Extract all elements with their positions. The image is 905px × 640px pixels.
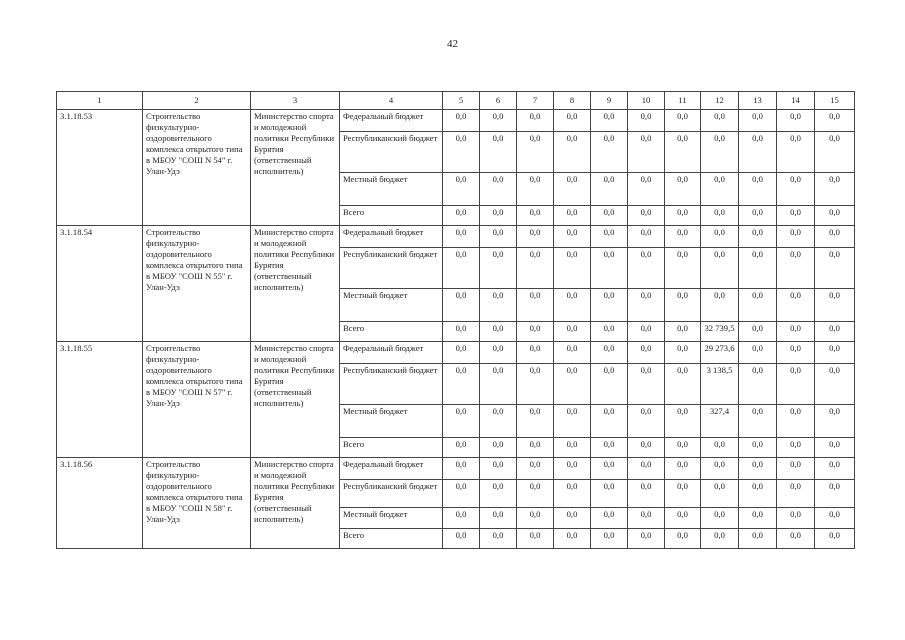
value-cell: 0,0 [739, 289, 777, 322]
value-cell: 0,0 [628, 289, 665, 322]
value-cell: 0,0 [517, 508, 554, 529]
value-cell: 0,0 [517, 458, 554, 480]
header-cell: 4 [340, 92, 443, 110]
item-executor: Министерство спорта и молодежной политики Республики Бурятия (ответственный исполнитель) [251, 110, 340, 226]
funding-source: Местный бюджет [340, 508, 443, 529]
value-cell: 0,0 [517, 364, 554, 405]
value-cell: 0,0 [480, 529, 517, 549]
value-cell: 0,0 [701, 458, 739, 480]
value-cell: 0,0 [739, 438, 777, 458]
value-cell: 0,0 [777, 248, 815, 289]
value-cell: 0,0 [517, 110, 554, 132]
value-cell: 0,0 [815, 248, 855, 289]
value-cell: 0,0 [480, 206, 517, 226]
value-cell: 0,0 [628, 529, 665, 549]
value-cell: 0,0 [739, 480, 777, 508]
value-cell: 0,0 [665, 289, 701, 322]
value-cell: 0,0 [739, 508, 777, 529]
value-cell: 32 739,5 [701, 322, 739, 342]
value-cell: 0,0 [443, 173, 480, 206]
value-cell: 0,0 [777, 226, 815, 248]
item-code: 3.1.18.54 [57, 226, 143, 342]
value-cell: 0,0 [591, 405, 628, 438]
value-cell: 0,0 [480, 342, 517, 364]
value-cell: 0,0 [815, 438, 855, 458]
federal-budget-row [57, 342, 855, 364]
value-cell: 0,0 [815, 289, 855, 322]
value-cell: 0,0 [815, 529, 855, 549]
value-cell: 0,0 [628, 438, 665, 458]
header-cell: 7 [517, 92, 554, 110]
value-cell: 0,0 [517, 289, 554, 322]
value-cell: 0,0 [554, 405, 591, 438]
value-cell: 0,0 [665, 226, 701, 248]
funding-source: Республиканский бюджет [340, 480, 443, 508]
value-cell: 0,0 [665, 173, 701, 206]
header-cell: 1 [57, 92, 143, 110]
value-cell: 0,0 [777, 480, 815, 508]
value-cell: 0,0 [480, 248, 517, 289]
table-body [57, 92, 855, 549]
header-cell: 8 [554, 92, 591, 110]
item-executor: Министерство спорта и молодежной политики Республики Бурятия (ответственный исполнитель) [251, 342, 340, 458]
value-cell: 0,0 [443, 364, 480, 405]
value-cell: 0,0 [554, 364, 591, 405]
value-cell: 0,0 [777, 206, 815, 226]
item-executor: Министерство спорта и молодежной политики Республики Бурятия (ответственный исполнитель) [251, 226, 340, 342]
value-cell: 0,0 [554, 480, 591, 508]
value-cell: 327,4 [701, 405, 739, 438]
value-cell: 0,0 [554, 110, 591, 132]
value-cell: 0,0 [777, 364, 815, 405]
value-cell: 0,0 [665, 438, 701, 458]
value-cell: 0,0 [480, 289, 517, 322]
value-cell: 0,0 [628, 405, 665, 438]
value-cell: 0,0 [443, 132, 480, 173]
value-cell: 0,0 [554, 508, 591, 529]
federal-budget-row [57, 226, 855, 248]
value-cell: 0,0 [701, 438, 739, 458]
value-cell: 0,0 [701, 529, 739, 549]
value-cell: 0,0 [628, 364, 665, 405]
value-cell: 0,0 [554, 342, 591, 364]
item-executor: Министерство спорта и молодежной политики Республики Бурятия (ответственный исполнитель) [251, 458, 340, 549]
value-cell: 0,0 [815, 342, 855, 364]
value-cell: 0,0 [777, 405, 815, 438]
value-cell: 0,0 [554, 289, 591, 322]
header-cell: 9 [591, 92, 628, 110]
value-cell: 0,0 [777, 342, 815, 364]
value-cell: 0,0 [777, 508, 815, 529]
value-cell: 0,0 [628, 508, 665, 529]
value-cell: 0,0 [701, 226, 739, 248]
value-cell: 0,0 [701, 132, 739, 173]
value-cell: 0,0 [628, 206, 665, 226]
value-cell: 0,0 [591, 342, 628, 364]
value-cell: 0,0 [777, 173, 815, 206]
value-cell: 0,0 [701, 173, 739, 206]
value-cell: 0,0 [591, 173, 628, 206]
value-cell: 0,0 [665, 206, 701, 226]
value-cell: 0,0 [443, 508, 480, 529]
value-cell: 0,0 [591, 110, 628, 132]
funding-source: Местный бюджет [340, 405, 443, 438]
value-cell: 0,0 [517, 132, 554, 173]
value-cell: 0,0 [517, 206, 554, 226]
value-cell: 0,0 [815, 132, 855, 173]
value-cell: 0,0 [554, 322, 591, 342]
value-cell: 0,0 [815, 458, 855, 480]
page-number: 42 [447, 38, 458, 50]
value-cell: 0,0 [739, 458, 777, 480]
value-cell: 0,0 [443, 405, 480, 438]
value-cell: 0,0 [591, 364, 628, 405]
value-cell: 0,0 [480, 480, 517, 508]
value-cell: 0,0 [480, 132, 517, 173]
funding-source: Федеральный бюджет [340, 110, 443, 132]
federal-budget-row [57, 458, 855, 480]
value-cell: 0,0 [701, 508, 739, 529]
value-cell: 0,0 [591, 529, 628, 549]
item-name: Строительство физкультурно-оздоровительного комплекса открытого типа в МБОУ "СОШ N 58" г. Улан-Удэ [143, 458, 251, 549]
item-code: 3.1.18.53 [57, 110, 143, 226]
value-cell: 0,0 [480, 405, 517, 438]
value-cell: 0,0 [701, 206, 739, 226]
funding-source: Республиканский бюджет [340, 132, 443, 173]
value-cell: 0,0 [815, 226, 855, 248]
value-cell: 0,0 [480, 438, 517, 458]
header-cell: 12 [701, 92, 739, 110]
value-cell: 0,0 [443, 289, 480, 322]
header-cell: 5 [443, 92, 480, 110]
value-cell: 3 138,5 [701, 364, 739, 405]
funding-source: Местный бюджет [340, 289, 443, 322]
value-cell: 0,0 [777, 132, 815, 173]
value-cell: 0,0 [591, 480, 628, 508]
value-cell: 0,0 [628, 458, 665, 480]
value-cell: 0,0 [443, 322, 480, 342]
value-cell: 0,0 [517, 226, 554, 248]
federal-budget-row [57, 110, 855, 132]
value-cell: 0,0 [517, 480, 554, 508]
value-cell: 0,0 [628, 132, 665, 173]
value-cell: 0,0 [701, 110, 739, 132]
value-cell: 0,0 [628, 173, 665, 206]
value-cell: 0,0 [554, 226, 591, 248]
value-cell: 0,0 [517, 248, 554, 289]
value-cell: 0,0 [443, 226, 480, 248]
value-cell: 0,0 [665, 110, 701, 132]
header-cell: 6 [480, 92, 517, 110]
funding-source: Местный бюджет [340, 173, 443, 206]
value-cell: 0,0 [443, 342, 480, 364]
value-cell: 0,0 [591, 438, 628, 458]
value-cell: 0,0 [665, 342, 701, 364]
value-cell: 0,0 [777, 110, 815, 132]
item-name: Строительство физкультурно-оздоровительного комплекса открытого типа в МБОУ "СОШ N 55" г. Улан-Удэ [143, 226, 251, 342]
value-cell: 0,0 [739, 226, 777, 248]
value-cell: 0,0 [739, 322, 777, 342]
value-cell: 0,0 [665, 322, 701, 342]
value-cell: 0,0 [480, 508, 517, 529]
value-cell: 0,0 [554, 529, 591, 549]
value-cell: 0,0 [517, 529, 554, 549]
funding-source: Федеральный бюджет [340, 342, 443, 364]
value-cell: 0,0 [628, 110, 665, 132]
funding-source: Всего [340, 438, 443, 458]
value-cell: 0,0 [628, 322, 665, 342]
value-cell: 0,0 [443, 206, 480, 226]
header-cell: 15 [815, 92, 855, 110]
value-cell: 0,0 [739, 405, 777, 438]
value-cell: 0,0 [701, 480, 739, 508]
value-cell: 0,0 [480, 226, 517, 248]
value-cell: 0,0 [777, 529, 815, 549]
value-cell: 0,0 [665, 248, 701, 289]
value-cell: 0,0 [701, 289, 739, 322]
value-cell: 0,0 [739, 110, 777, 132]
value-cell: 0,0 [815, 364, 855, 405]
value-cell: 0,0 [815, 405, 855, 438]
value-cell: 0,0 [517, 342, 554, 364]
value-cell: 0,0 [739, 529, 777, 549]
value-cell: 0,0 [815, 173, 855, 206]
value-cell: 29 273,6 [701, 342, 739, 364]
value-cell: 0,0 [665, 529, 701, 549]
funding-source: Федеральный бюджет [340, 458, 443, 480]
header-cell: 14 [777, 92, 815, 110]
value-cell: 0,0 [554, 248, 591, 289]
item-name: Строительство физкультурно-оздоровительного комплекса открытого типа в МБОУ "СОШ N 57" г. Улан-Удэ [143, 342, 251, 458]
funding-source: Республиканский бюджет [340, 248, 443, 289]
item-name: Строительство физкультурно-оздоровительного комплекса открытого типа в МБОУ "СОШ N 54" г. Улан-Удэ [143, 110, 251, 226]
value-cell: 0,0 [701, 248, 739, 289]
value-cell: 0,0 [591, 322, 628, 342]
value-cell: 0,0 [480, 173, 517, 206]
funding-source: Всего [340, 206, 443, 226]
value-cell: 0,0 [815, 480, 855, 508]
value-cell: 0,0 [554, 458, 591, 480]
value-cell: 0,0 [480, 458, 517, 480]
value-cell: 0,0 [628, 342, 665, 364]
value-cell: 0,0 [517, 405, 554, 438]
value-cell: 0,0 [591, 206, 628, 226]
value-cell: 0,0 [777, 322, 815, 342]
value-cell: 0,0 [777, 289, 815, 322]
value-cell: 0,0 [443, 438, 480, 458]
header-row [57, 92, 855, 110]
value-cell: 0,0 [591, 508, 628, 529]
value-cell: 0,0 [739, 364, 777, 405]
value-cell: 0,0 [739, 173, 777, 206]
value-cell: 0,0 [665, 458, 701, 480]
value-cell: 0,0 [443, 529, 480, 549]
value-cell: 0,0 [665, 508, 701, 529]
value-cell: 0,0 [591, 458, 628, 480]
funding-source: Федеральный бюджет [340, 226, 443, 248]
value-cell: 0,0 [739, 248, 777, 289]
value-cell: 0,0 [591, 226, 628, 248]
funding-source: Всего [340, 322, 443, 342]
header-cell: 10 [628, 92, 665, 110]
value-cell: 0,0 [739, 132, 777, 173]
value-cell: 0,0 [443, 248, 480, 289]
funding-source: Республиканский бюджет [340, 364, 443, 405]
value-cell: 0,0 [517, 322, 554, 342]
value-cell: 0,0 [554, 173, 591, 206]
item-code: 3.1.18.56 [57, 458, 143, 549]
item-code: 3.1.18.55 [57, 342, 143, 458]
value-cell: 0,0 [628, 248, 665, 289]
value-cell: 0,0 [665, 405, 701, 438]
value-cell: 0,0 [628, 480, 665, 508]
value-cell: 0,0 [554, 206, 591, 226]
value-cell: 0,0 [628, 226, 665, 248]
value-cell: 0,0 [777, 438, 815, 458]
value-cell: 0,0 [443, 458, 480, 480]
header-cell: 13 [739, 92, 777, 110]
value-cell: 0,0 [739, 342, 777, 364]
budget-table [56, 91, 855, 549]
value-cell: 0,0 [480, 364, 517, 405]
value-cell: 0,0 [739, 206, 777, 226]
value-cell: 0,0 [517, 438, 554, 458]
value-cell: 0,0 [517, 173, 554, 206]
header-cell: 2 [143, 92, 251, 110]
value-cell: 0,0 [665, 132, 701, 173]
value-cell: 0,0 [665, 480, 701, 508]
value-cell: 0,0 [554, 132, 591, 173]
value-cell: 0,0 [443, 110, 480, 132]
value-cell: 0,0 [591, 248, 628, 289]
value-cell: 0,0 [777, 458, 815, 480]
value-cell: 0,0 [591, 289, 628, 322]
value-cell: 0,0 [480, 322, 517, 342]
funding-source: Всего [340, 529, 443, 549]
value-cell: 0,0 [591, 132, 628, 173]
value-cell: 0,0 [815, 322, 855, 342]
value-cell: 0,0 [554, 438, 591, 458]
value-cell: 0,0 [815, 206, 855, 226]
value-cell: 0,0 [815, 110, 855, 132]
header-cell: 11 [665, 92, 701, 110]
value-cell: 0,0 [815, 508, 855, 529]
value-cell: 0,0 [443, 480, 480, 508]
header-cell: 3 [251, 92, 340, 110]
value-cell: 0,0 [665, 364, 701, 405]
value-cell: 0,0 [480, 110, 517, 132]
